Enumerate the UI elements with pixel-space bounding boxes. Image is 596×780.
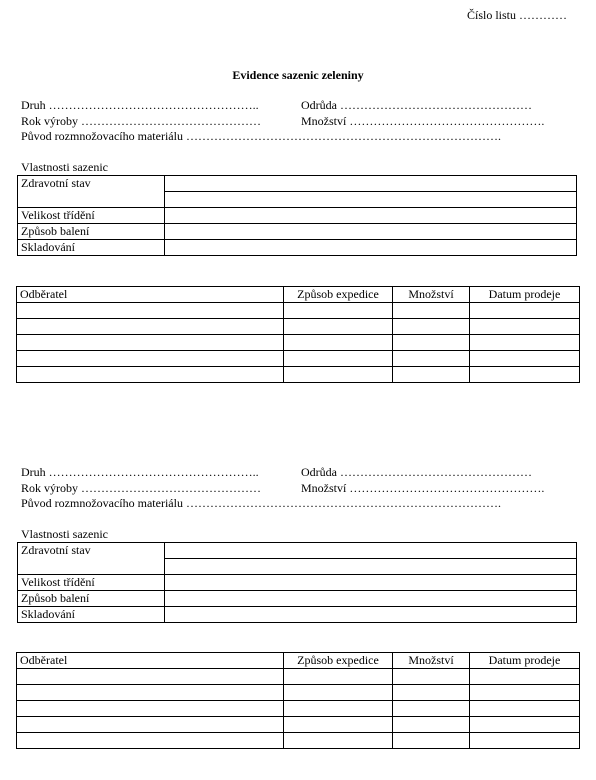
col-header-mnozstvi: Množství bbox=[393, 653, 470, 669]
col-header-mnozstvi: Množství bbox=[393, 287, 470, 303]
prop-value-cell[interactable] bbox=[165, 559, 577, 575]
prop-label: Skladování bbox=[18, 607, 165, 623]
properties-table bbox=[17, 542, 577, 623]
druh-field[interactable]: Druh …………………………………………….. bbox=[21, 98, 259, 112]
prop-label: Velikost třídění bbox=[18, 575, 165, 591]
col-header-datum-prodeje: Datum prodeje bbox=[470, 287, 580, 303]
table-row bbox=[17, 701, 580, 717]
prop-value-cell[interactable] bbox=[165, 591, 577, 607]
puvod-field[interactable]: Původ rozmnožovacího materiálu ……………………………………………………………………. bbox=[21, 496, 501, 510]
prop-value-cell[interactable] bbox=[165, 607, 577, 623]
table-row bbox=[17, 335, 580, 351]
prop-value-cell[interactable] bbox=[165, 240, 577, 256]
rok-vyroby-field[interactable]: Rok výroby ……………………………………… bbox=[21, 114, 261, 128]
druh-field[interactable]: Druh …………………………………………….. bbox=[21, 465, 259, 479]
prop-label: Způsob balení bbox=[18, 591, 165, 607]
prop-label: Velikost třídění bbox=[18, 208, 165, 224]
prop-value-cell[interactable] bbox=[165, 208, 577, 224]
props-title: Vlastnosti sazenic bbox=[21, 527, 108, 541]
table-row bbox=[17, 685, 580, 701]
col-header-odberatel: Odběratel bbox=[17, 287, 284, 303]
col-header-odberatel: Odběratel bbox=[17, 653, 284, 669]
table-row bbox=[17, 367, 580, 383]
puvod-field[interactable]: Původ rozmnožovacího materiálu ……………………………………………………………………. bbox=[21, 129, 501, 143]
rok-vyroby-field[interactable]: Rok výroby ……………………………………… bbox=[21, 481, 261, 495]
properties-table bbox=[17, 175, 577, 256]
prop-label: Skladování bbox=[18, 240, 165, 256]
col-header-zpusob-expedice: Způsob expedice bbox=[284, 653, 393, 669]
sheet-number: Číslo listu ………… bbox=[467, 8, 568, 22]
prop-value-cell[interactable] bbox=[165, 543, 577, 559]
prop-value-cell[interactable] bbox=[165, 575, 577, 591]
table-row bbox=[17, 669, 580, 685]
prop-label: Zdravotní stav bbox=[18, 543, 165, 575]
odruda-field[interactable]: Odrůda ………………………………………… bbox=[301, 465, 532, 479]
table-row bbox=[17, 319, 580, 335]
table-row bbox=[17, 733, 580, 749]
prop-value-cell[interactable] bbox=[165, 224, 577, 240]
props-title: Vlastnosti sazenic bbox=[21, 160, 108, 174]
prop-value-cell[interactable] bbox=[165, 176, 577, 192]
mnozstvi-field[interactable]: Množství …………………………………………. bbox=[301, 114, 545, 128]
prop-label: Zdravotní stav bbox=[18, 176, 165, 208]
col-header-zpusob-expedice: Způsob expedice bbox=[284, 287, 393, 303]
mnozstvi-field[interactable]: Množství …………………………………………. bbox=[301, 481, 545, 495]
orders-table bbox=[16, 286, 580, 383]
orders-table bbox=[16, 652, 580, 749]
table-row bbox=[17, 303, 580, 319]
table-row bbox=[17, 717, 580, 733]
prop-value-cell[interactable] bbox=[165, 192, 577, 208]
form-title: Evidence sazenic zeleniny bbox=[232, 68, 364, 82]
odruda-field[interactable]: Odrůda ………………………………………… bbox=[301, 98, 532, 112]
col-header-datum-prodeje: Datum prodeje bbox=[470, 653, 580, 669]
prop-label: Způsob balení bbox=[18, 224, 165, 240]
table-row bbox=[17, 351, 580, 367]
